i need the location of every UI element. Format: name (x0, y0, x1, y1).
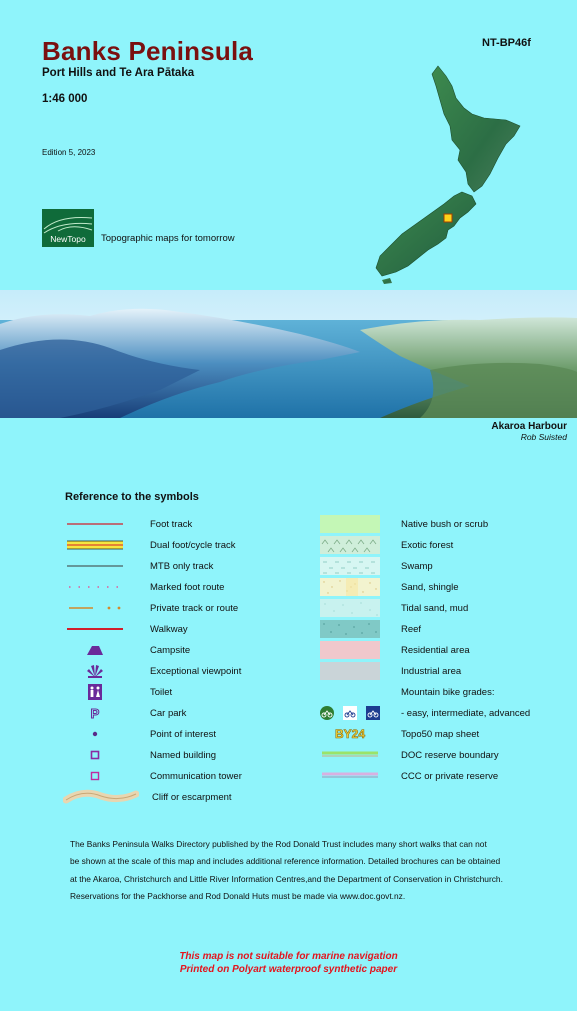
legend-item-viewpoint (65, 661, 241, 681)
marine-navigation-warning: This map is not suitable for marine navigation (179, 951, 398, 962)
akaroa-harbour-photo (0, 290, 577, 418)
legend-item-ccc-reserve (320, 766, 498, 786)
walkway-symbol (65, 619, 125, 639)
dual-track-symbol (65, 535, 125, 555)
parking-icon (88, 705, 102, 721)
reef-swatch (320, 620, 380, 638)
legend-label: Marked foot route (150, 581, 225, 593)
legend-item-foot-track (65, 514, 192, 534)
south-island (376, 192, 476, 276)
map-scale: 1:46 000 (42, 93, 88, 105)
legend-label: Swamp (401, 560, 433, 572)
legend-label: - easy, intermediate, advanced (401, 707, 531, 719)
legend-label: Private track or route (150, 602, 239, 614)
legend-item-point-of-interest (65, 724, 216, 744)
mtb-track-symbol (65, 556, 125, 576)
doc-reserve-symbol (320, 745, 380, 765)
mtb-advanced-icon (366, 706, 380, 720)
legend-label: Industrial area (401, 665, 462, 677)
newtopo-logo (42, 209, 94, 247)
cliff-symbol (63, 787, 139, 807)
legend-item-tidal-sand (320, 598, 468, 618)
nz-location-map (368, 62, 528, 284)
info-line: be shown at the scale of this map and includes additional reference information. Detailed brochures can be obtained (70, 856, 501, 867)
legend-label: Cliff or escarpment (152, 791, 232, 803)
legend-label: Mountain bike grades: (401, 686, 495, 698)
legend-item-reef (320, 619, 421, 639)
legend-label: MTB only track (150, 560, 214, 572)
topo50-badge: BY24 (334, 727, 366, 741)
dot-icon (90, 729, 100, 739)
legend-label: CCC or private reserve (401, 770, 499, 782)
legend-label: Tidal sand, mud (401, 602, 469, 614)
private-track-symbol (65, 598, 125, 618)
paper-note: Printed on Polyart waterproof synthetic paper (179, 964, 398, 975)
legend-item-mtb-grades (320, 682, 494, 702)
marked-route-symbol (65, 577, 125, 597)
photo-title: Akaroa Harbour (491, 421, 567, 432)
legend-heading: Reference to the symbols (65, 491, 199, 503)
legend-item-doc-reserve (320, 745, 499, 765)
location-marker (444, 214, 452, 222)
legend-item-named-building (65, 745, 216, 765)
legend-label: Sand, shingle (401, 581, 459, 593)
legend-label: Named building (150, 749, 217, 761)
swamp-swatch (320, 557, 380, 575)
legend-item-cliff (65, 787, 232, 807)
legend-item-industrial (320, 661, 461, 681)
info-line: at the Akaroa, Christchurch and Little River Information Centres,and the Department of Conservation in Christchurch. (70, 873, 503, 884)
legend-label: Communication tower (150, 770, 242, 782)
legend-item-topo50 (320, 724, 479, 744)
photo-credit: Rob Suisted (520, 432, 567, 442)
legend-label: Dual foot/cycle track (150, 539, 236, 551)
foot-track-symbol (65, 514, 125, 534)
legend-item-mtb-track (65, 556, 213, 576)
north-island (432, 66, 520, 192)
info-line: Reservations for the Packhorse and Rod Donald Huts must be made via www.doc.govt.nz. (70, 890, 406, 901)
stewart-island (382, 278, 392, 284)
tower-icon (90, 771, 100, 781)
legend-label: Foot track (150, 518, 193, 530)
logo-text: NewTopo (50, 234, 86, 244)
legend-item-residential (320, 640, 470, 660)
mtb-intermediate-icon (343, 706, 357, 720)
legend-item-dual-track (65, 535, 236, 555)
exotic-forest-swatch (320, 536, 380, 554)
map-subtitle: Port Hills and Te Ara Pātaka (42, 67, 195, 79)
legend-label: Topo50 map sheet (401, 728, 480, 740)
legend-item-private-track (65, 598, 238, 618)
legend-item-car-park (65, 703, 186, 723)
legend-item-exotic-forest (320, 535, 453, 555)
native-bush-swatch (320, 515, 380, 533)
tidal-sand-swatch (320, 599, 380, 617)
legend-label: Reef (401, 623, 422, 635)
legend-item-swamp (320, 556, 433, 576)
legend-label: Exotic forest (401, 539, 454, 551)
building-icon (90, 750, 100, 760)
legend-item-mtb-grade-icons (320, 703, 530, 723)
edition-text: Edition 5, 2023 (42, 148, 96, 157)
map-title: Banks Peninsula (42, 36, 254, 66)
legend-item-communication-tower (65, 766, 242, 786)
legend-item-marked-route (65, 577, 224, 597)
tagline: Topographic maps for tomorrow (101, 233, 235, 244)
legend-label: Native bush or scrub (401, 518, 489, 530)
info-paragraph (70, 836, 540, 905)
legend-label: Car park (150, 707, 187, 719)
viewpoint-icon (85, 664, 105, 678)
photo-caption (491, 421, 567, 442)
sheet-code: NT-BP46f (482, 37, 531, 49)
residential-swatch (320, 641, 380, 659)
legend-label: Walkway (150, 623, 188, 635)
legend-label: DOC reserve boundary (401, 749, 499, 761)
sand-swatch (320, 578, 380, 596)
legend-item-walkway (65, 619, 188, 639)
legend-item-toilet (65, 682, 172, 702)
svg-text:P: P (90, 706, 100, 721)
tent-icon (85, 643, 105, 657)
legend-label: Exceptional viewpoint (150, 665, 242, 677)
industrial-swatch (320, 662, 380, 680)
ccc-reserve-symbol (320, 766, 380, 786)
legend-item-sand (320, 577, 459, 597)
legend-item-campsite (65, 640, 190, 660)
legend-label: Toilet (150, 686, 173, 698)
legend-label: Campsite (150, 644, 191, 656)
toilet-icon (88, 684, 102, 700)
mtb-easy-icon (320, 706, 334, 720)
info-line: The Banks Peninsula Walks Directory published by the Rod Donald Trust includes many short walks that can not (70, 839, 487, 849)
legend-label: Point of interest (150, 728, 217, 740)
legend-item-native-bush (320, 514, 488, 534)
legend-label: Residential area (401, 644, 470, 656)
